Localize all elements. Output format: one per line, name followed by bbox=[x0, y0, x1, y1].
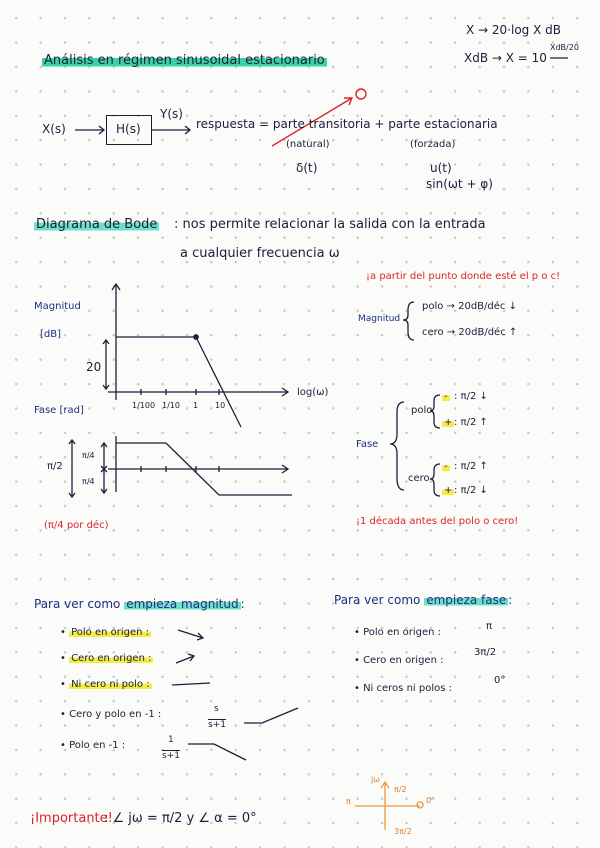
magnitude-unit: [dB] bbox=[40, 329, 62, 340]
mag-item-pole-origin: • Polo en origen : bbox=[60, 627, 150, 638]
rule-zero-plus: + bbox=[444, 485, 453, 496]
mag-item4-frac-num: s bbox=[214, 704, 219, 714]
xtick-0-1: 1/10 bbox=[162, 401, 180, 410]
rule-zero-minus-value: : π/2 ↑ bbox=[454, 461, 488, 472]
magnitude-start-heading: Para ver como empieza magnitud : bbox=[34, 597, 245, 611]
rule-pole-magnitude: polo → 20dB/déc ↓ bbox=[422, 301, 517, 312]
bode-description-line2: a cualquier frecuencia ω bbox=[180, 246, 340, 261]
rule-pole-minus-value: : π/2 ↓ bbox=[454, 391, 488, 402]
page-title: Análisis en régimen sinusoidal estacionario bbox=[44, 53, 325, 68]
phase-item-zero-origin: • Cero en origen : bbox=[354, 655, 444, 666]
xtick-0-01: 1/100 bbox=[132, 401, 156, 410]
natural-label: (natural) bbox=[286, 139, 330, 150]
rule-pole-label: polo bbox=[411, 405, 433, 416]
axis-label-3pi2: 3π/2 bbox=[394, 827, 412, 836]
rule-pole-plus-value: : π/2 ↑ bbox=[454, 417, 488, 428]
rule-zero-magnitude: cero → 20dB/déc ↑ bbox=[422, 327, 518, 338]
rule-pole-plus: + bbox=[444, 417, 453, 428]
mag-item-pole-minus1: • Polo en -1 : bbox=[60, 740, 126, 751]
phase-item1-value: π bbox=[486, 621, 493, 632]
formula-exponent: XdB/20 bbox=[550, 43, 579, 52]
axis-label-jw: jω bbox=[371, 775, 380, 784]
response-equation: respuesta = parte transitoria + parte estacionaria bbox=[196, 117, 498, 131]
xtick-10: 10 bbox=[215, 401, 226, 410]
phase-pi-4-bottom: π/4 bbox=[82, 477, 95, 486]
bode-heading: Diagrama de Bode bbox=[36, 217, 158, 232]
sine-input: sin(ωt + φ) bbox=[426, 177, 493, 191]
slope-glyphs bbox=[172, 630, 298, 760]
bode-description-line1: : nos permite relacionar la salida con la entrada bbox=[174, 217, 486, 232]
phase-item2-value: 3π/2 bbox=[474, 647, 497, 658]
forzada-label: (forzada) bbox=[410, 139, 456, 150]
angle-axes bbox=[355, 782, 423, 830]
output-signal: Y(s) bbox=[160, 107, 183, 121]
mag-item-zero-origin: • Cero en origen : bbox=[60, 653, 152, 664]
magnitude-tick-20: 20 bbox=[86, 360, 102, 374]
phase-label: Fase [rad] bbox=[34, 405, 84, 416]
step-input: u(t) bbox=[430, 161, 452, 175]
phase-slope-note: (π/4 por déc) bbox=[44, 520, 109, 531]
note-from-pole-zero: ¡a partir del punto donde esté el p o c! bbox=[366, 271, 561, 282]
rules-magnitude-label: Magnitud bbox=[358, 314, 401, 324]
note-decade-before: ¡1 década antes del polo o cero! bbox=[356, 516, 519, 527]
phase-pi-4-top: π/4 bbox=[82, 451, 95, 460]
mag-item4-frac-den: s+1 bbox=[208, 720, 226, 730]
axis-label-pi: π bbox=[346, 797, 351, 806]
important-label: ¡Importante! bbox=[30, 811, 113, 826]
formula-db-conversion: X → 20·log X dB bbox=[466, 23, 561, 37]
rule-zero-minus: - bbox=[444, 461, 448, 472]
delta-input: δ(t) bbox=[296, 161, 318, 175]
axis-label-pi2: π/2 bbox=[394, 785, 407, 794]
rule-zero-label: cero bbox=[408, 473, 430, 484]
mag-item5-frac-den: s+1 bbox=[162, 751, 180, 761]
phase-item-pole-origin: • Polo en origen : bbox=[354, 627, 442, 638]
system-label: H(s) bbox=[116, 122, 141, 136]
phase-item-none: • Ni ceros ni polos : bbox=[354, 683, 452, 694]
bode-phase-plot bbox=[69, 436, 292, 497]
xtick-1: 1 bbox=[193, 401, 199, 410]
rule-zero-plus-value: : π/2 ↓ bbox=[454, 485, 488, 496]
phase-item3-value: 0° bbox=[494, 675, 506, 686]
rules-phase-label: Fase bbox=[356, 439, 379, 450]
important-text: : ∠ jω = π/2 y ∠ α = 0° bbox=[104, 811, 257, 826]
mag-item5-frac-num: 1 bbox=[168, 735, 174, 745]
phase-start-heading: Para ver como empieza fase : bbox=[334, 593, 513, 607]
rule-pole-minus: - bbox=[444, 391, 448, 402]
mag-item-zero-pole-minus1: • Cero y polo en -1 : bbox=[60, 709, 162, 720]
input-signal: X(s) bbox=[42, 122, 66, 136]
magnitude-label: Magnitud bbox=[34, 301, 81, 312]
phase-pi-2: π/2 bbox=[47, 461, 63, 472]
formula-db-inverse: XdB → X = 10 bbox=[464, 51, 547, 65]
x-axis-label: log(ω) bbox=[297, 387, 329, 398]
mag-item-none: • Ni cero ni polo : bbox=[60, 679, 150, 690]
axis-label-0: 0° bbox=[426, 796, 436, 805]
